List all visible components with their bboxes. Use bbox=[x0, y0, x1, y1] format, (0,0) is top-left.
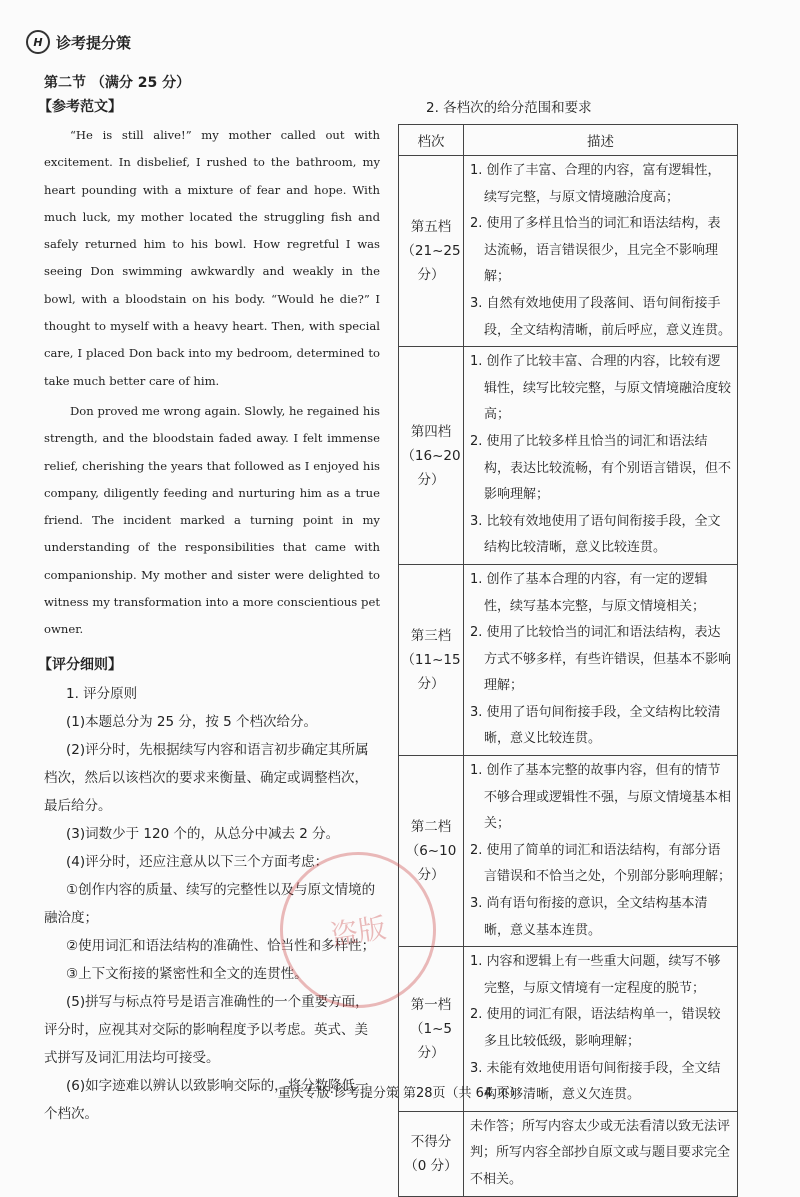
right-column bbox=[398, 96, 738, 1197]
section-title: 第二节 （满分 25 分） bbox=[44, 75, 191, 91]
column-header-level: 档次 bbox=[399, 125, 464, 156]
level-name: 第四档 bbox=[410, 423, 452, 440]
level-range: （21~25 分） bbox=[401, 243, 461, 284]
rule-item: ③上下文衔接的紧密性和全文的连贯性。 bbox=[66, 965, 308, 982]
criterion: 3. 未能有效地使用语句间衔接手段，全文结构不够清晰，意义欠连贯。 bbox=[470, 1060, 721, 1103]
rule-item: (2)评分时，先根据续写内容和语言初步确定其所属档次，然后以该档次的要求来衡量、确定或调整档次，最后给分。 bbox=[44, 741, 369, 814]
criterion: 2. 使用了简单的词汇和语法结构，有部分语言错误和不恰当之处，个别部分影响理解； bbox=[470, 842, 732, 885]
level-cell bbox=[399, 564, 464, 755]
criterion: 3. 自然有效地使用了段落间、语句间衔接手段，全文结构清晰，前后呼应，意义连贯。 bbox=[470, 295, 732, 338]
criterion: 2. 使用了比较恰当的词汇和语法结构，表达方式不够多样，有些许错误，但基本不影响理解； bbox=[470, 625, 732, 694]
rule-item: (5)拼写与标点符号是语言准确性的一个重要方面，评分时，应视其对交际的影响程度予以考虑。英式、美式拼写及词汇用法均可接受。 bbox=[44, 993, 369, 1066]
description-cell bbox=[464, 756, 738, 947]
criterion: 3. 使用了语句间衔接手段，全文结构比较清晰，意义比较连贯。 bbox=[470, 704, 721, 747]
brand-header bbox=[26, 30, 131, 54]
brand-logo-icon: H bbox=[26, 30, 50, 54]
criterion: 3. 比较有效地使用了语句间衔接手段，全文结构比较清晰，意义比较连贯。 bbox=[470, 513, 721, 556]
grading-table bbox=[398, 124, 738, 1197]
level-cell bbox=[399, 347, 464, 565]
essay-paragraph: Don proved me wrong again. Slowly, he regained his strength, and the bloodstain faded away. I felt immense relief, cherishing the years that followed as I enjoyed his company, diligently feeding and nurturing him as a true friend. The incident marked a turning point in my understanding of the responsibilities that came with companionship. My mother and sister were delighted to witness my transformation into a more conscientious pet owner. bbox=[44, 403, 380, 637]
criterion: 未作答；所写内容太少或无法看清以致无法评判；所写内容全部抄自原文或与题目要求完全不相关。 bbox=[470, 1118, 731, 1187]
table-row bbox=[399, 156, 738, 347]
table-row bbox=[399, 347, 738, 565]
criterion: 1. 创作了基本完整的故事内容，但有的情节不够合理或逻辑性不强，与原文情境基本相关； bbox=[470, 763, 732, 832]
level-name: 第三档 bbox=[410, 627, 452, 644]
page-footer: 重庆专版·诊考提分策 第28页（共 64 页） bbox=[277, 1086, 523, 1101]
level-range: （0 分） bbox=[404, 1157, 458, 1174]
rule-item: ①创作内容的质量、续写的完整性以及与原文情境的融洽度； bbox=[44, 881, 376, 926]
table-row bbox=[399, 564, 738, 755]
criterion: 2. 使用的词汇有限，语法结构单一，错误较多且比较低级，影响理解； bbox=[470, 1007, 721, 1049]
criterion: 2. 使用了比较多样且恰当的词汇和语法结构，表达比较流畅，有个别语言错误，但不影响理解； bbox=[470, 433, 732, 503]
description-cell bbox=[464, 156, 738, 347]
reference-essay-tag: 【参考范文】 bbox=[38, 99, 122, 115]
level-range: （6~10 分） bbox=[405, 843, 457, 884]
level-range: （11~15 分） bbox=[401, 651, 461, 692]
criterion: 3. 尚有语句衔接的意识，全文结构基本清晰，意义基本连贯。 bbox=[470, 896, 708, 938]
level-name: 第五档 bbox=[410, 219, 452, 236]
level-name: 第一档 bbox=[410, 997, 452, 1013]
level-range: （16~20 分） bbox=[401, 447, 461, 488]
essay-paragraph: “He is still alive!” my mother called out with excitement. In disbelief, I rushed to the bathroom, my heart pounding with a mixture of fear and hope. With much luck, my mother located the struggling fish and safely returned him to his bowl. How regretful I was seeing Don swimming awkwardly and weakly in the bowl, with a bloodstain on his body. “Would he die?” I thought to myself with a heavy heart. Then, with special care, I placed Don back into my bedroom, determined to take much better care of him. bbox=[44, 128, 380, 388]
criterion: 2. 使用了多样且恰当的词汇和语法结构，表达流畅，语言错误很少，且完全不影响理解； bbox=[470, 216, 721, 285]
rule-item: (6)如字迹难以辨认以致影响交际的，将分数降低一个档次。 bbox=[44, 1077, 369, 1122]
rule-item: ②使用词汇和语法结构的准确性、恰当性和多样性； bbox=[66, 937, 376, 954]
rule-item: (1)本题总分为 25 分，按 5 个档次给分。 bbox=[66, 713, 318, 730]
brand-title: 诊考提分策 bbox=[56, 33, 132, 52]
rule-heading: 1. 评分原则 bbox=[66, 685, 138, 702]
level-cell bbox=[399, 1111, 464, 1196]
table-row bbox=[399, 1111, 738, 1196]
criterion: 1. 创作了比较丰富、合理的内容，比较有逻辑性，续写比较完整，与原文情境融洽度较高； bbox=[470, 354, 732, 423]
criterion: 1. 创作了丰富、合理的内容，富有逻辑性，续写完整，与原文情境融洽度高； bbox=[470, 163, 721, 205]
table-row bbox=[399, 756, 738, 947]
rule-item: (4)评分时，还应注意从以下三个方面考虑： bbox=[66, 853, 329, 870]
description-cell bbox=[464, 564, 738, 755]
description-cell bbox=[464, 347, 738, 565]
level-name: 不得分 bbox=[410, 1133, 452, 1150]
criterion: 1. 创作了基本合理的内容，有一定的逻辑性，续写基本完整，与原文情境相关； bbox=[470, 571, 708, 614]
level-cell bbox=[399, 156, 464, 347]
level-range: （1~5 分） bbox=[410, 1021, 452, 1061]
rules-tag: 【评分细则】 bbox=[38, 656, 122, 673]
criterion: 1. 内容和逻辑上有一些重大问题，续写不够完整，与原文情境有一定程度的脱节； bbox=[470, 954, 721, 996]
level-name: 第二档 bbox=[410, 819, 452, 836]
watermark-stamp: 盗版 bbox=[270, 842, 446, 1018]
grading-table-title: 2. 各档次的给分范围和要求 bbox=[426, 100, 592, 116]
rule-item: (3)词数少于 120 个的，从总分中减去 2 分。 bbox=[66, 825, 340, 842]
column-header-description: 描述 bbox=[464, 125, 738, 156]
description-cell bbox=[464, 1111, 738, 1196]
